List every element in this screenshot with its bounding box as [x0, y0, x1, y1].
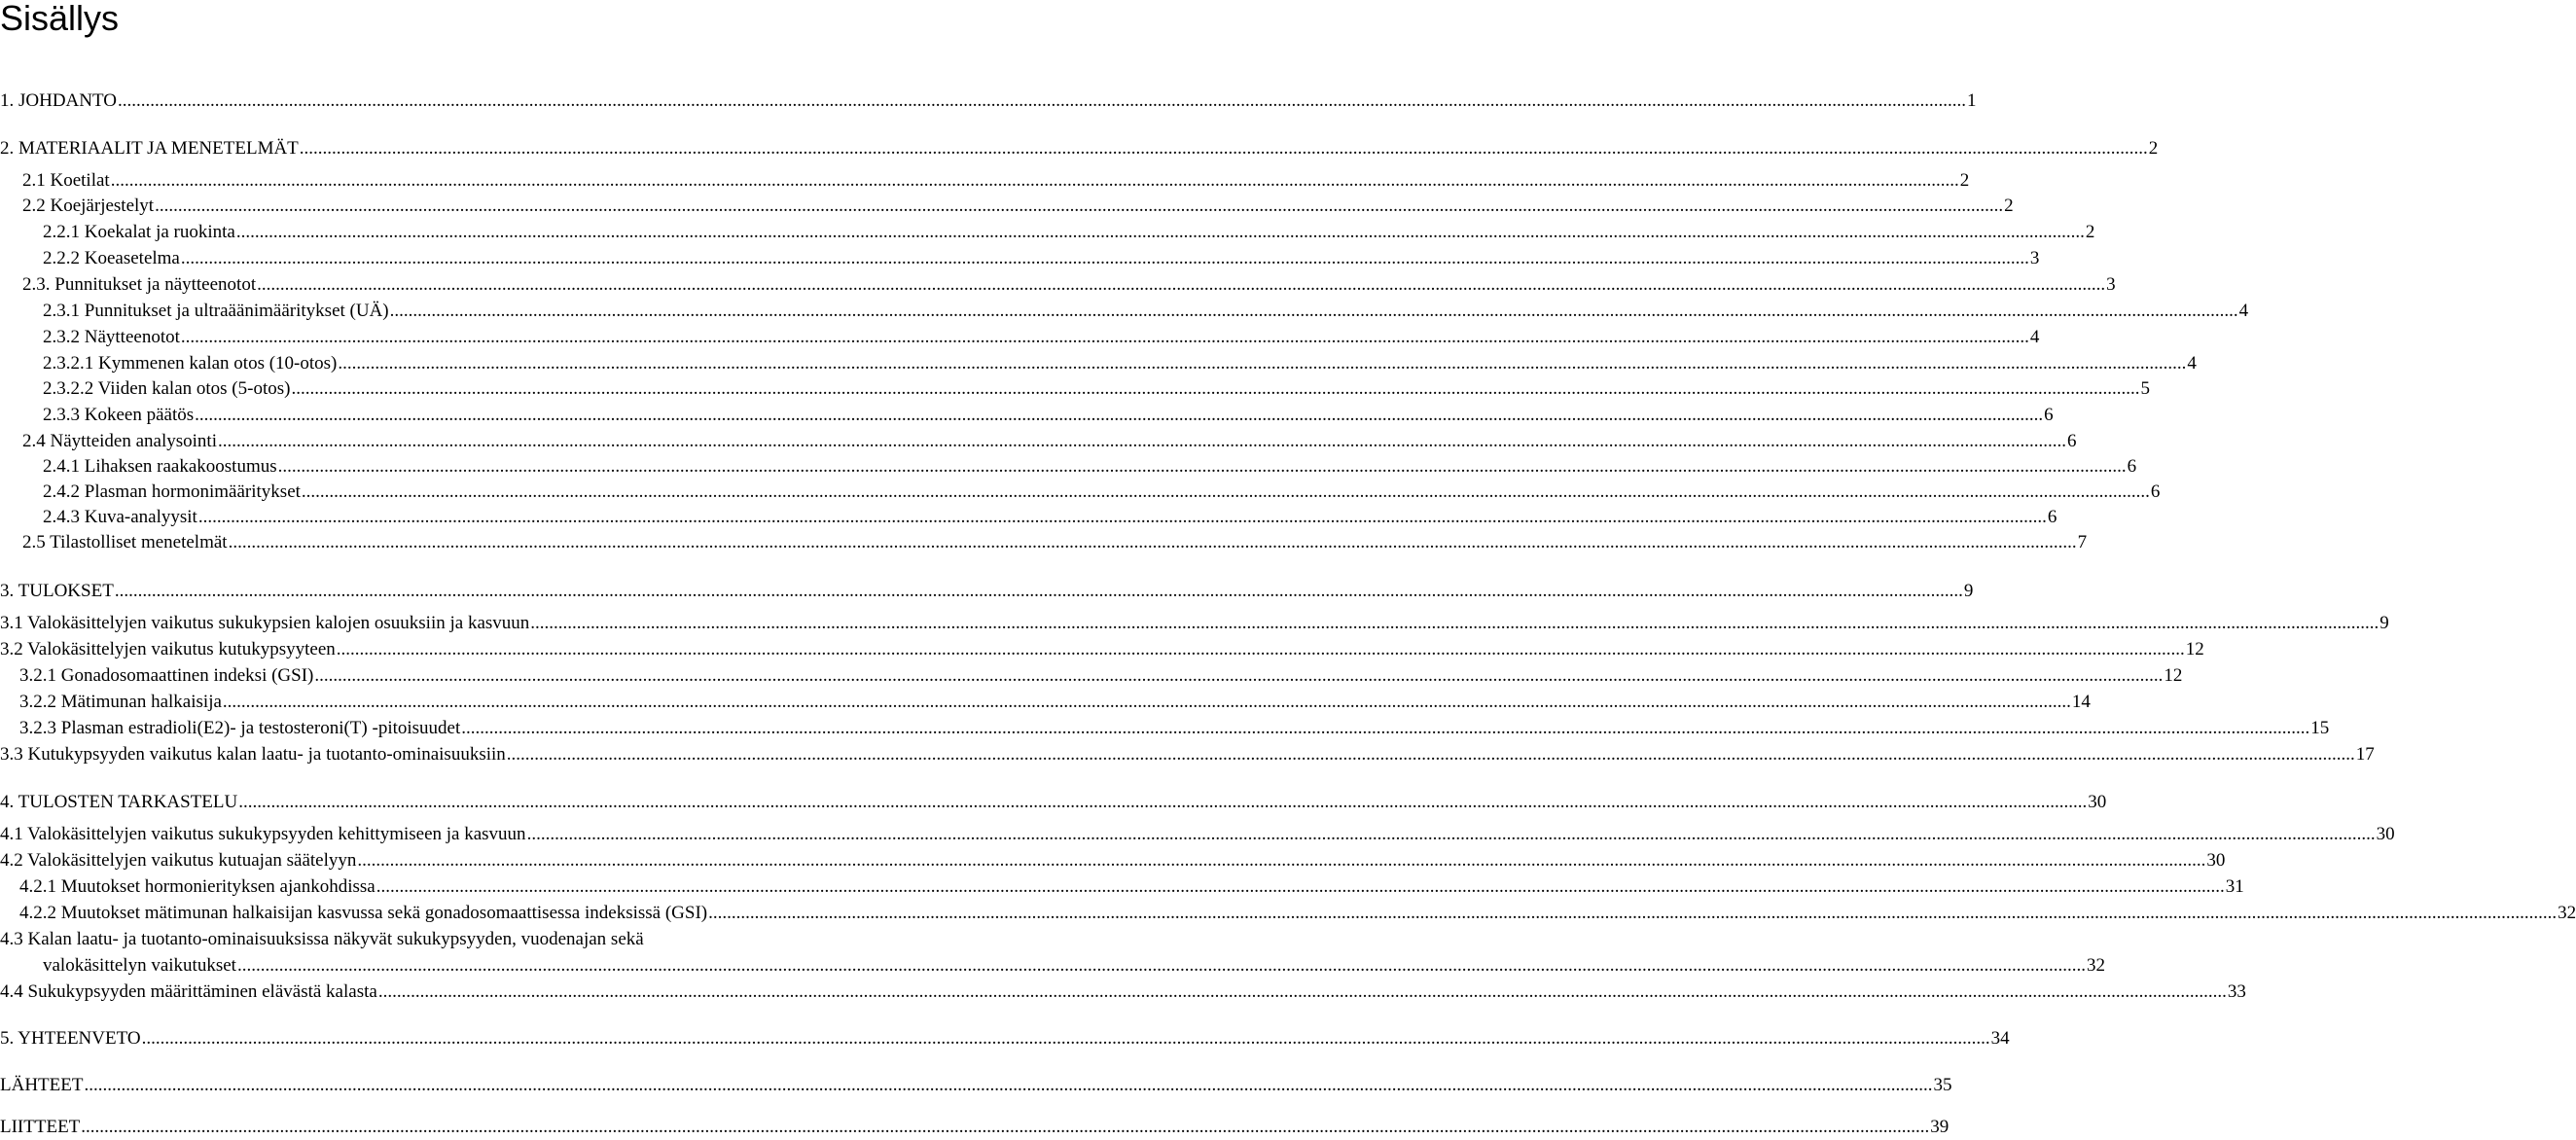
- dot-leader: ................................................................................................................................................................................................................................................................................................................................................................................................................: [238, 792, 2088, 812]
- dot-leader: ................................................................................................................................................................................................................................................................................................................................................................................................................: [357, 850, 2206, 871]
- toc-entry[interactable]: [0, 532, 2088, 553]
- dot-leader: ................................................................................................................................................................................................................................................................................................................................................................................................................: [376, 876, 2225, 897]
- toc-entry[interactable]: [0, 301, 2249, 322]
- toc-entry[interactable]: [0, 1075, 1952, 1096]
- toc-entry[interactable]: [0, 507, 2057, 528]
- toc-entry-label: 2.4.1 Lihaksen raakakoostumus: [43, 456, 277, 477]
- toc-entry-page: 34: [1990, 1028, 2010, 1049]
- toc-entry-label: 4.3 Kalan laatu- ja tuotanto-ominaisuuksissa näkyvät sukukypsyyden, vuodenajan sekä: [0, 929, 644, 949]
- toc-entry-page: 6: [2044, 405, 2054, 425]
- toc-entry[interactable]: [0, 327, 2040, 348]
- toc-entry-label: 3.2.3 Plasman estradioli(E2)- ja testosteroni(T) -pitoisuudet: [19, 718, 461, 738]
- dot-leader: ................................................................................................................................................................................................................................................................................................................................................................................................................: [336, 639, 2185, 659]
- toc-entry-page: 35: [1933, 1075, 1952, 1095]
- dot-leader: ................................................................................................................................................................................................................................................................................................................................................................................................................: [197, 507, 2047, 527]
- toc-entry-label: 4.2.2 Muutokset mätimunan halkaisijan kasvussa sekä gonadosomaattisessa indeksissä (GSI): [19, 903, 708, 923]
- toc-entry-page: 4: [2238, 301, 2249, 321]
- toc-entry-label: 3.2.1 Gonadosomaattinen indeksi (GSI): [19, 665, 314, 686]
- dot-leader: ................................................................................................................................................................................................................................................................................................................................................................................................................: [155, 196, 2004, 216]
- toc-entry-page: 31: [2225, 876, 2244, 897]
- toc-entry-page: 4: [2029, 327, 2040, 347]
- toc-entry-page: 12: [2185, 639, 2204, 659]
- toc-entry[interactable]: [0, 1117, 1950, 1138]
- toc-entry-page: 9: [1963, 581, 1974, 601]
- toc-entry-page: 6: [2047, 507, 2057, 527]
- toc-entry-page: 32: [2558, 903, 2576, 923]
- toc-entry-page: 1: [1966, 90, 1977, 111]
- toc-entry-page: 6: [2150, 481, 2161, 502]
- toc-entry[interactable]: [0, 90, 1977, 112]
- dot-leader: ................................................................................................................................................................................................................................................................................................................................................................................................................: [180, 248, 2029, 268]
- toc-entry[interactable]: [0, 222, 2095, 243]
- toc-entry[interactable]: [0, 850, 2226, 872]
- toc-entry[interactable]: [0, 639, 2204, 660]
- toc-entry[interactable]: [0, 692, 2091, 713]
- toc-entry-page: 3: [2029, 248, 2040, 268]
- toc-entry[interactable]: [0, 718, 2330, 739]
- toc-entry-label: 2.3.2.1 Kymmenen kalan otos (10-otos): [43, 353, 338, 374]
- toc-entry-page: 17: [2355, 744, 2375, 765]
- toc-entry-page: 39: [1930, 1117, 1950, 1137]
- toc-entry-label: 4.1 Valokäsittelyjen vaikutus sukukypsyyden kehittymiseen ja kasvuun: [0, 824, 526, 844]
- toc-entry-page: 2: [2004, 196, 2014, 216]
- toc-entry-page: 15: [2310, 718, 2330, 738]
- toc-entry[interactable]: [0, 824, 2395, 845]
- dot-leader: ................................................................................................................................................................................................................................................................................................................................................................................................................: [461, 718, 2310, 738]
- toc-entry-label: 2.2 Koejärjestelyt: [22, 196, 155, 216]
- dot-leader: ................................................................................................................................................................................................................................................................................................................................................................................................................: [222, 692, 2071, 712]
- toc-entry-label: 1. JOHDANTO: [0, 90, 117, 111]
- toc-entry-page: 30: [2088, 792, 2107, 812]
- toc-entry[interactable]: [0, 581, 1974, 602]
- dot-leader: ................................................................................................................................................................................................................................................................................................................................................................................................................: [377, 981, 2227, 1002]
- dot-leader: ................................................................................................................................................................................................................................................................................................................................................................................................................: [277, 456, 2127, 477]
- toc-entry-page: 2: [2085, 222, 2095, 242]
- dot-leader: ................................................................................................................................................................................................................................................................................................................................................................................................................: [708, 903, 2558, 923]
- toc-entry-label: 2.4.3 Kuva-analyysit: [43, 507, 197, 527]
- dot-leader: ................................................................................................................................................................................................................................................................................................................................................................................................................: [530, 613, 2379, 633]
- toc-entry-label: 2.3.2.2 Viiden kalan otos (5-otos): [43, 378, 291, 399]
- toc-entry-page: 6: [2127, 456, 2137, 477]
- dot-leader: ................................................................................................................................................................................................................................................................................................................................................................................................................: [299, 138, 2148, 159]
- dot-leader: ................................................................................................................................................................................................................................................................................................................................................................................................................: [235, 222, 2085, 242]
- toc-entry-label: 4. TULOSTEN TARKASTELU: [0, 792, 238, 812]
- toc-entry[interactable]: [0, 196, 2014, 217]
- dot-leader: ................................................................................................................................................................................................................................................................................................................................................................................................................: [257, 274, 2106, 295]
- toc-entry-page: 9: [2379, 613, 2389, 633]
- toc-entry-label: 4.2.1 Muutokset hormonierityksen ajankohdissa: [19, 876, 376, 897]
- toc-entry[interactable]: [0, 431, 2077, 452]
- toc-entry-label: 2.4.2 Plasman hormonimääritykset: [43, 481, 301, 502]
- toc-entry[interactable]: [0, 613, 2389, 634]
- dot-leader: ................................................................................................................................................................................................................................................................................................................................................................................................................: [301, 481, 2150, 502]
- dot-leader: ................................................................................................................................................................................................................................................................................................................................................................................................................: [526, 824, 2376, 844]
- toc-entry-page: 32: [2086, 955, 2105, 976]
- page-title: Sisällys: [0, 0, 120, 38]
- toc-entry[interactable]: [0, 378, 2150, 400]
- toc-entry[interactable]: [0, 665, 2183, 687]
- toc-entry[interactable]: [0, 170, 1970, 192]
- toc-entry[interactable]: [0, 955, 2105, 977]
- toc-entry-label: 2.3. Punnitukset ja näytteenotot: [22, 274, 257, 295]
- dot-leader: ................................................................................................................................................................................................................................................................................................................................................................................................................: [195, 405, 2044, 425]
- dot-leader: ................................................................................................................................................................................................................................................................................................................................................................................................................: [117, 90, 1966, 111]
- toc-entry-label-continued: valokäsittelyn vaikutukset: [43, 955, 236, 976]
- toc-entry-label: 3.3 Kutukypsyyden vaikutus kalan laatu- ja tuotanto-ominaisuuksiin: [0, 744, 506, 765]
- toc-entry-label: 4.4 Sukukypsyyden määrittäminen elävästä kalasta: [0, 981, 377, 1002]
- toc-entry-label: 3.1 Valokäsittelyjen vaikutus sukukypsien kalojen osuuksiin ja kasvuun: [0, 613, 530, 633]
- toc-entry-page: 4: [2187, 353, 2197, 374]
- toc-entry-page: 5: [2140, 378, 2150, 399]
- toc-entry[interactable]: [0, 481, 2161, 503]
- toc-entry-label: LÄHTEET: [0, 1075, 84, 1095]
- toc-entry[interactable]: [0, 353, 2197, 374]
- toc-entry-page: 14: [2071, 692, 2091, 712]
- toc-entry-label: LIITTEET: [0, 1117, 81, 1137]
- toc-entry-label: 2.3.2 Näytteenotot: [43, 327, 180, 347]
- toc-entry-label: 3. TULOKSET: [0, 581, 114, 601]
- dot-leader: ................................................................................................................................................................................................................................................................................................................................................................................................................: [84, 1075, 1933, 1095]
- dot-leader: ................................................................................................................................................................................................................................................................................................................................................................................................................: [141, 1028, 1990, 1049]
- toc-entry-label: 3.2 Valokäsittelyjen vaikutus kutukypsyyteen: [0, 639, 336, 659]
- dot-leader: ................................................................................................................................................................................................................................................................................................................................................................................................................: [228, 532, 2077, 552]
- toc-entry-page: 30: [2206, 850, 2226, 871]
- toc-entry[interactable]: [0, 744, 2375, 766]
- toc-entry-label: 2.2.1 Koekalat ja ruokinta: [43, 222, 235, 242]
- toc-entry-page: 30: [2376, 824, 2395, 844]
- dot-leader: ................................................................................................................................................................................................................................................................................................................................................................................................................: [291, 378, 2140, 399]
- toc-entry-page: 2: [1959, 170, 1970, 191]
- dot-leader: ................................................................................................................................................................................................................................................................................................................................................................................................................: [180, 327, 2029, 347]
- toc-entry[interactable]: [0, 792, 2107, 813]
- toc-entry-first-line[interactable]: [0, 929, 934, 950]
- dot-leader: ................................................................................................................................................................................................................................................................................................................................................................................................................: [81, 1117, 1930, 1137]
- toc-entry-page: 6: [2066, 431, 2077, 451]
- toc-entry[interactable]: [0, 138, 2159, 160]
- dot-leader: ................................................................................................................................................................................................................................................................................................................................................................................................................: [217, 431, 2066, 451]
- toc-entry-label: 3.2.2 Mätimunan halkaisija: [19, 692, 222, 712]
- toc-entry-label: 2.1 Koetilat: [22, 170, 110, 191]
- toc-entry-label: 2.3.3 Kokeen päätös: [43, 405, 195, 425]
- toc-entry-label: 2.5 Tilastolliset menetelmät: [22, 532, 228, 552]
- toc-entry[interactable]: [0, 1028, 2010, 1050]
- dot-leader: ................................................................................................................................................................................................................................................................................................................................................................................................................: [236, 955, 2086, 976]
- toc-entry[interactable]: [0, 405, 2054, 426]
- toc-entry[interactable]: [0, 274, 2116, 296]
- dot-leader: ................................................................................................................................................................................................................................................................................................................................................................................................................: [114, 581, 1963, 601]
- toc-entry-label: 2.4 Näytteiden analysointi: [22, 431, 217, 451]
- toc-entry[interactable]: [0, 248, 2040, 269]
- dot-leader: ................................................................................................................................................................................................................................................................................................................................................................................................................: [389, 301, 2238, 321]
- toc-entry-label: 5. YHTEENVETO: [0, 1028, 141, 1049]
- toc-entry[interactable]: [0, 981, 2246, 1003]
- toc-entry-label: 4.2 Valokäsittelyjen vaikutus kutuajan säätelyyn: [0, 850, 357, 871]
- toc-entry[interactable]: [0, 876, 2244, 898]
- toc-entry[interactable]: [0, 456, 2137, 478]
- toc-entry-page: 7: [2077, 532, 2088, 552]
- toc-entry-page: 3: [2106, 274, 2116, 295]
- dot-leader: ................................................................................................................................................................................................................................................................................................................................................................................................................: [506, 744, 2355, 765]
- toc-entry[interactable]: [0, 903, 2576, 924]
- dot-leader: ................................................................................................................................................................................................................................................................................................................................................................................................................: [314, 665, 2164, 686]
- toc-entry-label: 2.3.1 Punnitukset ja ultraäänimääritykset (UÄ): [43, 301, 389, 321]
- toc-entry-page: 33: [2227, 981, 2246, 1002]
- toc-entry-page: 2: [2148, 138, 2159, 159]
- toc-entry-label: 2. MATERIAALIT JA MENETELMÄT: [0, 138, 299, 159]
- toc-entry-label: 2.2.2 Koeasetelma: [43, 248, 180, 268]
- toc-entry-page: 12: [2164, 665, 2183, 686]
- dot-leader: ................................................................................................................................................................................................................................................................................................................................................................................................................: [110, 170, 1959, 191]
- dot-leader: ................................................................................................................................................................................................................................................................................................................................................................................................................: [338, 353, 2187, 374]
